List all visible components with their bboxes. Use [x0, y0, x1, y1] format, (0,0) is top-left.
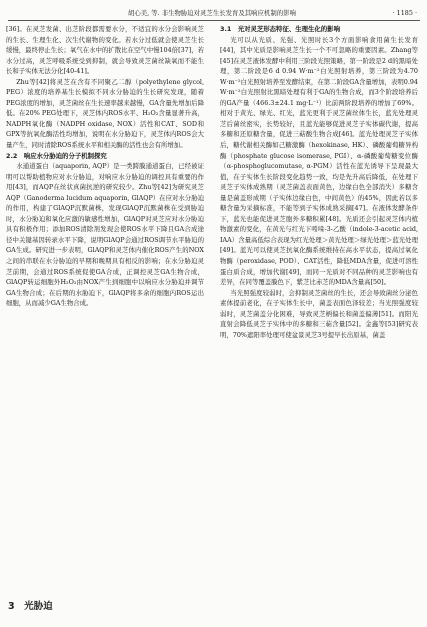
page-number: · 1185 · [392, 9, 417, 17]
paragraph-aquaporin: 水通道蛋白（aquaporin, AQP）是一类跨膜通道蛋白，已经被证明可以帮助植物应对水分胁迫，对响应水分胁迫的调控具有重要的作用[43]，而AQP在丝状真菌抗逆的研究较少。Zhu等[42]为研究灵芝AQP（Ganoderma lucidum aquaporin, GlAQP）在应对水分胁迫的作用，构建了GlAQP沉默菌株，发现GlAQP沉默菌株在受到胁迫时，水分胁迫和氧化应激的敏感性增加，GlAQP对灵芝应对水分胁迫具有积极作用；添加ROS清除剂发现会使ROS水平下降且GA合成途径中关键基因转录水平下降，说明GlAQP会通过ROS调节水平胁迫的GA生成。研究进一步表明，GlAQP和灵芝体内催化ROS产生的NOX之间的串联在水分胁迫的早期和晚期具有相反的影响；在水分胁迫灵芝前期，会通过ROS系统促使GA合成，正调控灵芝GA生物合成，GlAQP转运细胞外H₂O₂由NOX产生到细胞中以响应水分胁迫并调节GA生物合成；在后期的水胁迫下，GlAQP将多余的细胞内ROS运出细胞，从而减少GA生物合成。 [6, 162, 204, 308]
heading-3-1: 3.1 光对灵芝形态特征、生理生化的影响 [220, 25, 340, 33]
heading-2-2: 2.2 响应水分胁迫的分子机制探究 [6, 151, 107, 160]
right-column [220, 24, 418, 624]
paragraph-light-intensity: 当光照强度较弱时，会抑制灵芝菌丝的生长，还会导致菌丝分泌色素体提前老化，在子实体生长中，菌盖表面色泽较差；当光照强度较弱时，灵芝菌盖分化困难，导致灵芝柄偏长和菌盖偏薄[51]。而阳光直射会降低灵芝子实体中的多糖和三萜含量[52]。金鑫等[53]研究表明，70%遮阳率处理可使盆景灵芝3号提早长出原基，菌盖 [220, 288, 418, 339]
page-header [0, 6, 427, 20]
paragraph-light-quality: 光可以从光质、光强、光照时长3个方面影响食用菌生长发育[44]，其中光质是影响灵芝生长一个不可忽略的重要因素。Zhang等[45]在灵芝液体发酵中利用三阶段光照策略，第一阶段是2 d的黑暗处理，第二阶段是6 d 0.94 W·m⁻²白光照射培养，第三阶段为4.70 W·m⁻²白光照射培养至发酵结束，在第二阶段GA含量增加，表明0.94 W·m⁻²白光照射比黑暗处理有利于GA的生物合成，而3个阶段培养后的GA产量（466.3±24.1 mg·L⁻¹）比前两阶段培养的增加了69%。相对于黄光、绿光、红光，蓝光更利于灵芝菌丝体生长，蓝光处理灵芝后菌丝密实，长势较好，且蓝光能够促进灵芝子实体碳代谢，提高多糖和还原糖含量，促进三萜酸生物合成[46]。蓝光处理灵芝子实体后，糖代谢相关酶如己糖激酶（hexokinase, HK）、磷酸葡萄糖异构酶（phosphate glucose isomerase, PGI）、α-磷酸葡萄糖变位酶（α-phosphoglucomutase, α-PGM）活性在蓝光诱导下呈现最大值，在子实体生长阶段变化趋势一致，均是先升高后降低，在处理下灵芝子实体成熟期（灵芝菌盖表面黄色，边缘白色全部消失）多糖含量是菌盖形成期（子实体边缘白色，中间黄色）的45%，因此若以多糖含量为采摘标准，不能等到子实体成熟采摘[47]。在液体发酵条件下，蓝光也能促进灵芝胞外多糖积累[48]。光质还会引起灵芝体内植物激素的变化，在黄光与红光下吲哚-3-乙酸（indole-3-acetic acid, IAA）含量高低综合表现为红光处理＞黄光处理＞绿光处理＞蓝光处理[49]。蓝光可以使灵芝抗氧化酶系统维持在高水平状态，提高过氧化物酶（peroxidase, POD）、CAT活性，降低MDA含量，促进可溶性蛋白质合成，增加代谢[49]，而同一光质对不同品种的灵芝影响也有差异，在同等覆盖膜色下，紫芝比赤芝的MDA含量高[50]。 [220, 35, 418, 287]
running-title: 胡心美, 等. 非生物胁迫对灵芝生长发育及其响应机制的影响 [128, 9, 296, 17]
paragraph-water-content: [36]。在灵芝发菌、出芝阶段都需要水分，不适宜的水分会影响灵芝的生长、生理生化、次生代谢物的变化。若水分过低就会使灵芝生长缓慢，最终停止生长；氧气在水中的扩散比在空气中慢104倍[37]，若水分过高，灵芝呼吸系统受到抑制，就会导致灵芝菌丝缺氧而不能生长和子实体无法分化[40-41]。 [6, 25, 204, 76]
paragraph-peg-study: Zhu等[42]将灵芝在含有不同聚乙二醇（polyethylene glycol, PEG）浓度的培养基生长模拟不同水分胁迫的生长研究发现，随着PEG浓度的增加，灵芝菌丝在生长速率越来越慢，GA含量先增加后降低。在20% PEG处理下，灵芝体内ROS水平、H₂O₂含量显著升高，NADPH氧化酶（NADPH oxidase, NOX）活性和CAT、SOD和GPX等抗氧化酶活性均增加，说明在水分胁迫下，灵芝体内ROS会大量产生，同时清除ROS系统水平和相关酶的活性也会有所增加。 [6, 77, 204, 150]
section-3-heading: 3 光胁迫 [8, 601, 53, 612]
left-column [6, 24, 204, 607]
header-rule [8, 20, 420, 21]
